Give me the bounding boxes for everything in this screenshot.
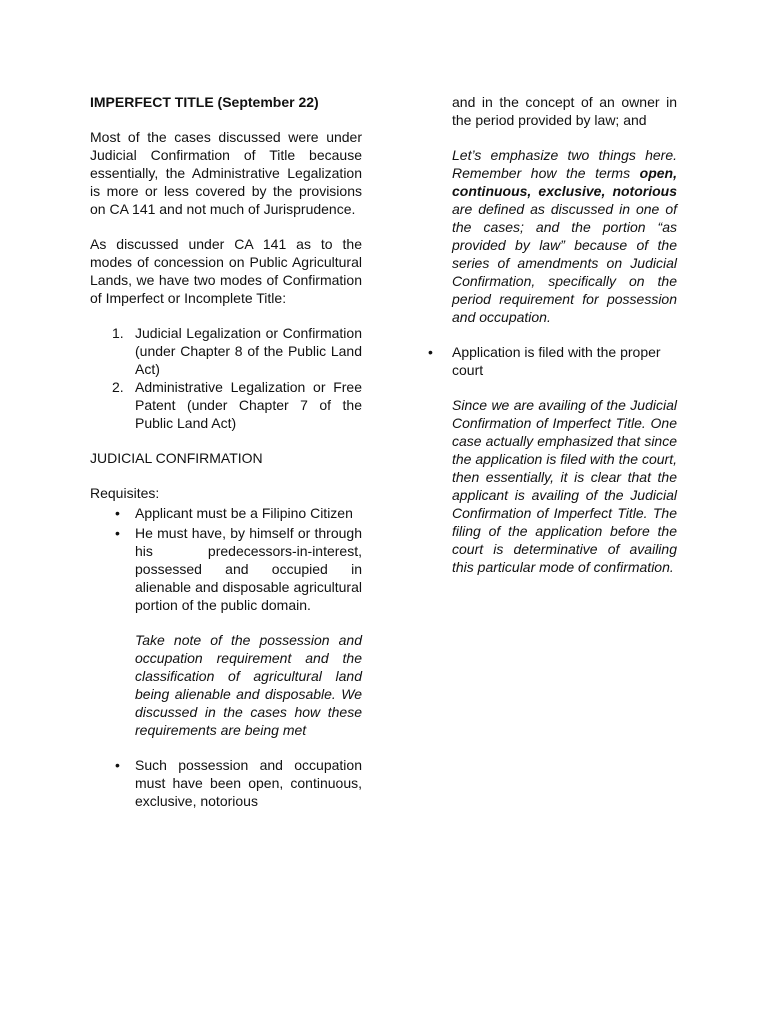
bullet-icon: • bbox=[115, 757, 120, 773]
mode-text: Administrative Legalization or Free Patent (under Chapter 7 of the Public Land Act) bbox=[135, 379, 362, 431]
mode-number: 2. bbox=[112, 379, 124, 395]
application-text: Application is filed with the proper court bbox=[452, 344, 661, 378]
requisite-item bbox=[90, 524, 362, 739]
application-note-text: Since we are availing of the Judicial Confirmation of Imperfect Title. One case actually emphasized that since the application is filed with the court, then essentially, it is clear that the applicant is availing of the Judicial Confirmation of Imperfect Title. The filing of the application before the court is determinative of availing this particular mode of confirmation. bbox=[452, 397, 677, 575]
emphasis-part1: Let’s emphasize two things here. Remember how the terms bbox=[452, 147, 677, 181]
mode-text: Judicial Legalization or Confirmation (under Chapter 8 of the Public Land Act) bbox=[135, 325, 362, 377]
page-title: IMPERFECT TITLE (September 22) bbox=[90, 94, 319, 110]
requisite-text: He must have, by himself or through his predecessors-in-interest, possessed and occupied in alienable and disposable agricultural portion of the public domain. bbox=[135, 525, 362, 613]
right-column bbox=[428, 93, 678, 593]
mode-item bbox=[90, 324, 362, 378]
continuation-text: and in the concept of an owner in the period provided by law; and bbox=[452, 94, 677, 128]
requisite-note: Take note of the possession and occupation requirement and the classification of agricultural land being alienable and disposable. We discussed in the cases how these requirements are being met bbox=[135, 632, 362, 738]
requisites-list bbox=[90, 504, 362, 810]
modes-paragraph: As discussed under CA 141 as to the modes of concession on Public Agricultural Lands, we have two modes of Confirmation of Imperfect or Incomplete Title: bbox=[90, 236, 362, 306]
application-item bbox=[428, 343, 677, 576]
requisites-label: Requisites: bbox=[90, 485, 160, 501]
modes-list bbox=[90, 324, 362, 432]
emphasis-terms: open, continuous, exclusive, notorious bbox=[452, 165, 678, 199]
left-column bbox=[90, 93, 362, 812]
requisite-item bbox=[90, 756, 362, 810]
emphasis-note bbox=[452, 146, 677, 326]
bullet-icon: • bbox=[115, 505, 120, 521]
requisite-text: Applicant must be a Filipino Citizen bbox=[135, 505, 353, 521]
mode-item bbox=[90, 378, 362, 432]
intro-paragraph: Most of the cases discussed were under Judicial Confirmation of Title because essentially, the Administrative Legalization is more or less covered by the provisions on CA 141 and not much of Jurisprudence. bbox=[90, 129, 362, 217]
bullet-icon: • bbox=[428, 344, 433, 360]
bullet-icon: • bbox=[115, 525, 120, 541]
requisite-text: Such possession and occupation must have been open, continuous, exclusive, notorious bbox=[135, 757, 362, 809]
emphasis-part2: are defined as discussed in one of the cases; and the portion “as provided by law” because of the series of amendments on Judicial Confirmation, specifically on the period requirement for possession and occupation. bbox=[452, 201, 677, 325]
mode-number: 1. bbox=[112, 325, 124, 341]
section-heading-judicial: JUDICIAL CONFIRMATION bbox=[90, 450, 263, 466]
application-note bbox=[452, 396, 677, 576]
requisite-item bbox=[90, 504, 362, 522]
